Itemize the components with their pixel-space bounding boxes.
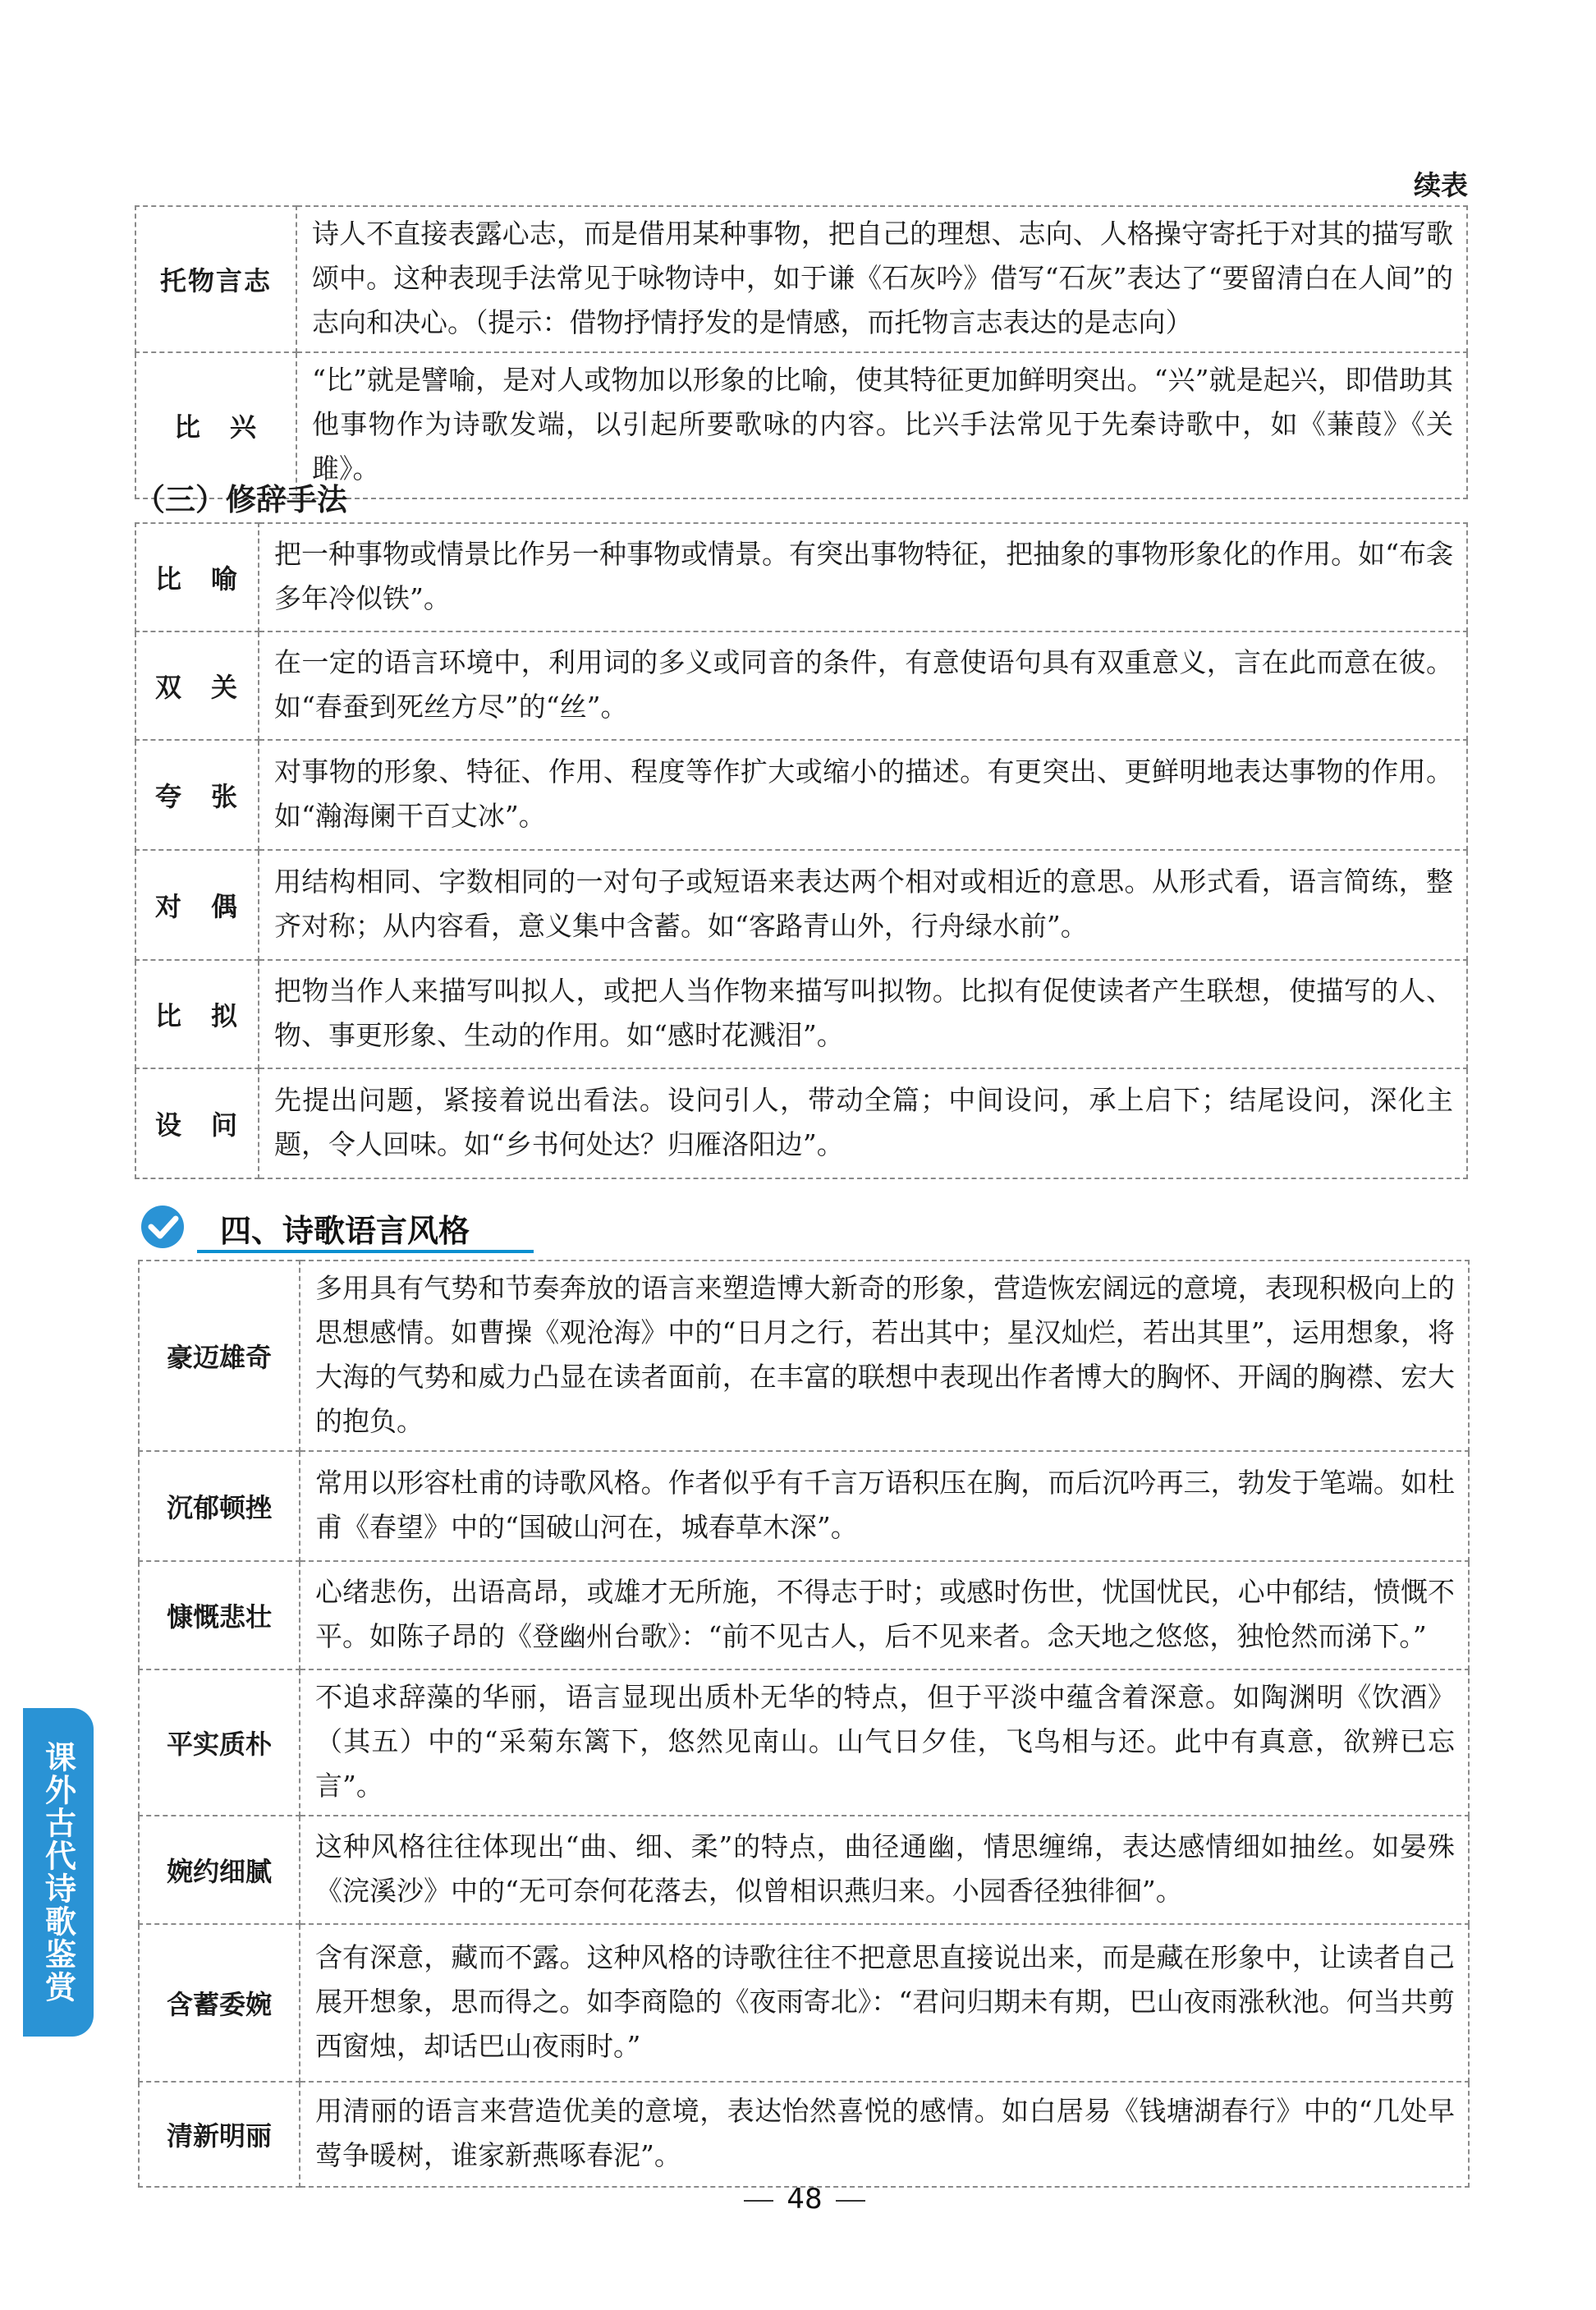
table-row <box>139 1561 1469 1669</box>
description-cell: 诗人不直接表露心志，而是借用某种事物，把自己的理想、志向、人格操守寄托于对其的描写歌颂中。这种表现手法常见于咏物诗中，如于谦《石灰吟》借写“石灰”表达了“要留清白在人间”的志向和决心。（提示：借物抒情抒发的是情感，而托物言志表达的是志向） <box>296 206 1467 352</box>
term-cell: 豪迈雄奇 <box>139 1261 300 1451</box>
table-row <box>135 631 1467 740</box>
table-row <box>139 1669 1469 1816</box>
description-cell: 先提出问题，紧接着说出看法。设问引人，带动全篇；中间设问，承上启下；结尾设问，深化主题，令人回味。如“乡书何处达？归雁洛阳边”。 <box>259 1068 1467 1178</box>
description-cell: 用清丽的语言来营造优美的意境，表达怡然喜悦的感情。如白居易《钱塘湖春行》中的“几处早莺争暖树，谁家新燕啄春泥”。 <box>300 2082 1469 2187</box>
table-row <box>139 1451 1469 1561</box>
term-cell: 比 喻 <box>135 523 259 631</box>
description-cell: 把物当作人来描写叫拟人，或把人当作物来描写叫拟物。比拟有促使读者产生联想，使描写的人、物、事更形象、生动的作用。如“感时花溅泪”。 <box>259 960 1467 1068</box>
description-cell: 含有深意，藏而不露。这种风格的诗歌往往不把意思直接说出来，而是藏在形象中，让读者自己展开想象，思而得之。如李商隐的《夜雨寄北》：“君问归期未有期，巴山夜雨涨秋池。何当共剪西窗烛，却话巴山夜雨时。” <box>300 1924 1469 2082</box>
table-row <box>135 740 1467 850</box>
heading-underline <box>197 1250 534 1253</box>
section-heading <box>138 1201 522 1247</box>
term-cell: 含蓄委婉 <box>139 1924 300 2082</box>
term-cell: 设 问 <box>135 1068 259 1178</box>
term-cell: 比 兴 <box>135 352 296 498</box>
table-row <box>135 850 1467 960</box>
table-row <box>139 1816 1469 1924</box>
description-cell: “比”就是譬喻，是对人或物加以形象的比喻，使其特征更加鲜明突出。“兴”就是起兴，即借助其他事物作为诗歌发端，以引起所要歌咏的内容。比兴手法常见于先秦诗歌中，如《蒹葭》《关雎》。 <box>296 352 1467 498</box>
term-cell: 慷慨悲壮 <box>139 1561 300 1669</box>
section-title: 四、诗歌语言风格 <box>220 1213 470 1249</box>
description-cell: 用结构相同、字数相同的一对句子或短语来表达两个相对或相近的意思。从形式看，语言简练，整齐对称；从内容看，意义集中含蓄。如“客路青山外，行舟绿水前”。 <box>259 850 1467 960</box>
page-number <box>722 2183 887 2216</box>
description-cell: 对事物的形象、特征、作用、程度等作扩大或缩小的描述。有更突出、更鲜明地表达事物的作用。如“瀚海阑干百丈冰”。 <box>259 740 1467 850</box>
continued-label: 续表 <box>1414 169 1468 201</box>
table-row <box>139 1261 1469 1451</box>
table-row <box>139 2082 1469 2187</box>
term-cell: 双 关 <box>135 631 259 740</box>
term-cell: 托物言志 <box>135 206 296 352</box>
language-style-table <box>138 1260 1470 2188</box>
term-cell: 比 拟 <box>135 960 259 1068</box>
table-row <box>135 960 1467 1068</box>
table-row <box>135 523 1467 631</box>
check-circle-icon <box>138 1201 190 1253</box>
term-cell: 婉约细腻 <box>139 1816 300 1924</box>
side-section-tab: 课外古代诗歌鉴赏 <box>23 1708 94 2037</box>
term-cell: 沉郁顿挫 <box>139 1451 300 1561</box>
description-cell: 不追求辞藻的华丽，语言显现出质朴无华的特点，但于平淡中蕴含着深意。如陶渊明《饮酒》（其五）中的“采菊东篱下，悠然见南山。山气日夕佳，飞鸟相与还。此中有真意，欲辨已忘言”。 <box>300 1669 1469 1816</box>
table-row <box>135 206 1467 352</box>
description-cell: 常用以形容杜甫的诗歌风格。作者似乎有千言万语积压在胸，而后沉吟再三，勃发于笔端。如杜甫《春望》中的“国破山河在，城春草木深”。 <box>300 1451 1469 1561</box>
description-cell: 多用具有气势和节奏奔放的语言来塑造博大新奇的形象，营造恢宏阔远的意境，表现积极向上的思想感情。如曹操《观沧海》中的“日月之行，若出其中；星汉灿烂，若出其里”，运用想象，将大海的气势和威力凸显在读者面前，在丰富的联想中表现出作者博大的胸怀、开阔的胸襟、宏大的抱负。 <box>300 1261 1469 1451</box>
description-cell: 心绪悲伤，出语高昂，或雄才无所施，不得志于时；或感时伤世，忧国忧民，心中郁结，愤慨不平。如陈子昂的《登幽州台歌》：“前不见古人，后不见来者。念天地之悠悠，独怆然而涕下。” <box>300 1561 1469 1669</box>
term-cell: 夸 张 <box>135 740 259 850</box>
description-cell: 把一种事物或情景比作另一种事物或情景。有突出事物特征，把抽象的事物形象化的作用。如“布衾多年冷似铁”。 <box>259 523 1467 631</box>
expression-technique-table <box>135 205 1468 499</box>
term-cell: 平实质朴 <box>139 1669 300 1816</box>
term-cell: 对 偶 <box>135 850 259 960</box>
dash-decoration <box>836 2200 865 2202</box>
dash-decoration <box>744 2200 773 2202</box>
term-cell: 清新明丽 <box>139 2082 300 2187</box>
table-row <box>139 1924 1469 2082</box>
table-row <box>135 1068 1467 1178</box>
description-cell: 在一定的语言环境中，利用词的多义或同音的条件，有意使语句具有双重意义，言在此而意在彼。如“春蚕到死丝方尽”的“丝”。 <box>259 631 1467 740</box>
description-cell: 这种风格往往体现出“曲、细、柔”的特点，曲径通幽，情思缠绵，表达感情细如抽丝。如晏殊《浣溪沙》中的“无可奈何花落去，似曾相识燕归来。小园香径独徘徊”。 <box>300 1816 1469 1924</box>
rhetoric-table <box>135 522 1468 1179</box>
page-number-text: 48 <box>787 2183 823 2216</box>
rhetoric-heading: （三）修辞手法 <box>135 482 347 517</box>
